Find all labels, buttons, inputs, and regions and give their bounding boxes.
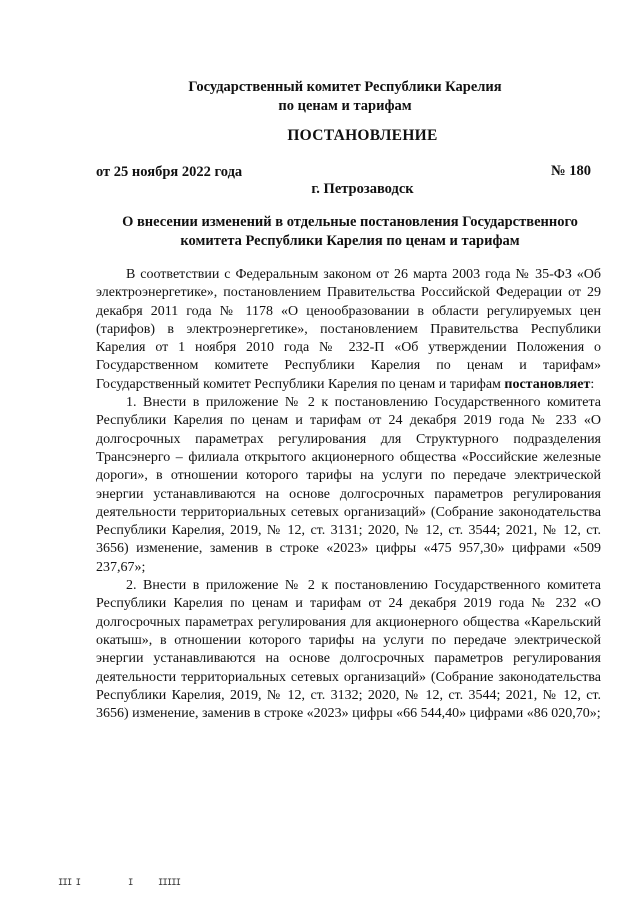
document-number: № 180: [551, 163, 591, 179]
title-line2: комитета Республики Карелия по ценам и тарифам: [180, 233, 520, 249]
org-name-line2: по ценам и тарифам: [278, 98, 412, 114]
scan-mark-1: III I: [58, 878, 81, 888]
title-line1: О внесении изменений в отдельные постановления Государственного: [122, 214, 578, 230]
org-name-line1: Государственный комитет Республики Карелия: [188, 79, 502, 95]
preamble-paragraph: [96, 266, 601, 394]
document-type: ПОСТАНОВЛЕНИЕ: [287, 127, 438, 144]
item-1-paragraph: 1. Внести в приложение № 2 к постановлению Государственного комитета Республики Карелия по ценам и тарифам от 24 декабря 2019 года № 233 «О долгосрочных параметрах регулирования для Структурного подразделения Трансэнерго – филиала открытого акционерного общества «Российские железные дороги», в отношении которого тарифы на услуги по передаче электрической энергии устанавливаются на основе долгосрочных параметров регулирования деятельности территориальных сетевых организаций» (Собрание законодательства Республики Карелия, 2019, № 12, ст. 3131; 2020, № 12, ст. 3544; 2021, № 12, ст. 3656) изменение, заменив в строке «2023» цифры «475 957,30» цифрами «509 237,67»;: [96, 395, 601, 575]
document-city: г. Петрозаводск: [311, 181, 414, 197]
scan-mark-3: IIIII: [158, 878, 181, 888]
preamble-colon: :: [590, 376, 595, 392]
scan-mark-2: I: [128, 878, 133, 888]
document-title: [100, 213, 600, 251]
document-body: [96, 266, 601, 723]
preamble-text: В соответствии с Федеральным законом от 26 марта 2003 года № 35-ФЗ «Об электроэнергетике», постановлением Правительства Российской Федерации от 29 декабря 2011 года № 1178 «О ценообразовании в области регулируемых цен (тарифов) в электроэнергетике», постановлением Правительства Республики Карелия от 1 ноября 2010 года № 232-П «Об утверждении Положения о Государственном комитете Республики Карелия по ценам и тарифам» Государственный комитет Республики Карелия по ценам и тарифам: [96, 267, 601, 392]
document-date: от 25 ноября 2022 года: [96, 164, 243, 180]
item-2-paragraph: 2. Внести в приложение № 2 к постановлению Государственного комитета Республики Карелия по ценам и тарифам от 24 декабря 2019 года № 232 «О долгосрочных параметрах регулирования для акционерного общества «Карельский окатыш», в отношении которого тарифы на услуги по передаче электрической энергии устанавливаются на основе долгосрочных параметров регулирования деятельности территориальных сетевых организаций» (Собрание законодательства Республики Карелия, 2019, № 12, ст. 3132; 2020, № 12, ст. 3544; 2021, № 12, ст. 3656) изменение, заменив в строке «2023» цифры «66 544,40» цифрами «86 020,70»;: [96, 578, 601, 722]
preamble-resolves: постановляет: [504, 376, 591, 392]
